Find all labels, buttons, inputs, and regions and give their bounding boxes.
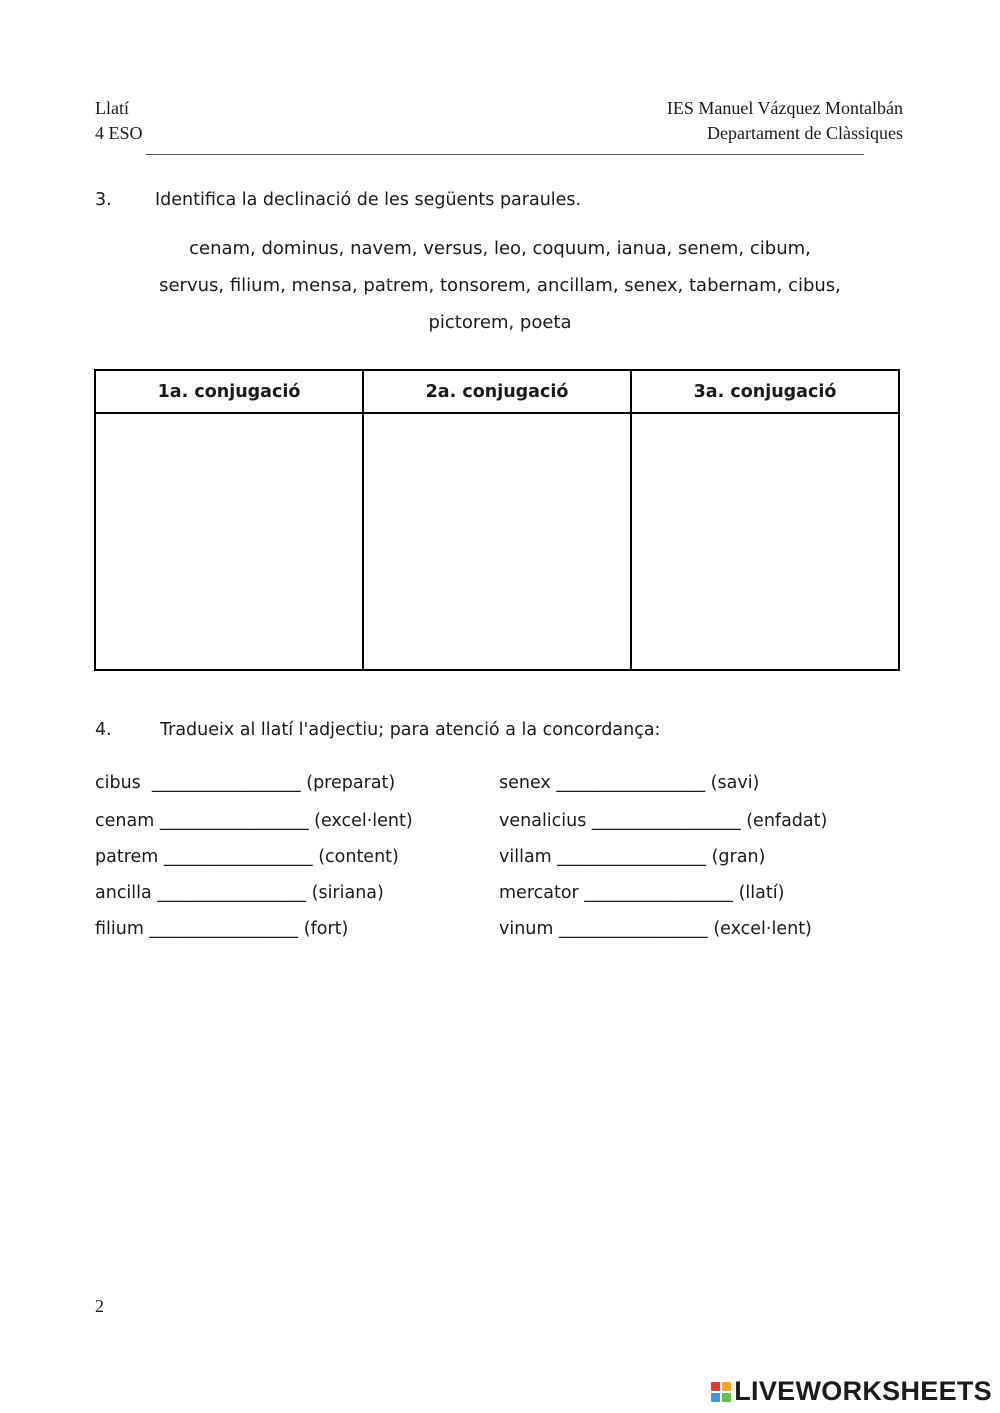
exercise-item[interactable]: cibus _________________ (preparat) xyxy=(95,773,396,793)
exercise-item[interactable]: filium _________________ (fort) xyxy=(95,919,349,939)
word-list-line: servus, filium, mensa, patrem, tonsorem, ancillam, senex, tabernam, cibus, xyxy=(159,275,841,296)
exercise3-number: 3. xyxy=(95,190,112,210)
exercise-item[interactable]: patrem _________________ (content) xyxy=(95,847,399,867)
word-list xyxy=(95,230,905,341)
exercise-item[interactable]: venalicius _________________ (enfadat) xyxy=(499,811,828,831)
header-left xyxy=(95,96,143,146)
exercise4-number: 4. xyxy=(95,720,112,740)
logo-text: LIVEWORKSHEETS xyxy=(734,1376,992,1406)
column-header-third: 3a. conjugació xyxy=(631,370,899,413)
logo-square xyxy=(711,1382,720,1391)
column-header-first: 1a. conjugació xyxy=(95,370,363,413)
logo-square xyxy=(722,1382,731,1391)
exercise-item[interactable]: vinum _________________ (excel·lent) xyxy=(499,919,812,939)
header-right xyxy=(667,96,903,146)
logo-squares-icon xyxy=(711,1382,731,1402)
exercise-item[interactable]: mercator _________________ (llatí) xyxy=(499,883,785,903)
liveworksheets-logo[interactable] xyxy=(711,1376,992,1407)
exercise-item[interactable]: villam _________________ (gran) xyxy=(499,847,766,867)
course-label: 4 ESO xyxy=(95,123,143,143)
logo-square xyxy=(722,1393,731,1402)
answer-cell-second[interactable] xyxy=(363,413,631,670)
logo-square xyxy=(711,1393,720,1402)
exercise4-instruction: Tradueix al llatí l'adjectiu; para atenció a la concordança: xyxy=(160,720,661,740)
declension-table xyxy=(94,369,900,671)
exercise-item[interactable]: senex _________________ (savi) xyxy=(499,773,760,793)
school-name: IES Manuel Vázquez Montalbán xyxy=(666,98,903,118)
exercise3-instruction: Identifica la declinació de les següents paraules. xyxy=(155,190,582,210)
word-list-line: pictorem, poeta xyxy=(428,312,572,333)
column-header-second: 2a. conjugació xyxy=(363,370,631,413)
exercise-item[interactable]: ancilla _________________ (siriana) xyxy=(95,883,384,903)
answer-cell-first[interactable] xyxy=(95,413,363,670)
word-list-line: cenam, dominus, navem, versus, leo, coquum, ianua, senem, cibum, xyxy=(189,238,811,259)
subject-label: Llatí xyxy=(95,98,129,118)
page-number: 2 xyxy=(95,1296,104,1316)
department-name: Departament de Clàssiques xyxy=(707,123,903,143)
answer-cell-third[interactable] xyxy=(631,413,899,670)
exercise-item[interactable]: cenam _________________ (excel·lent) xyxy=(95,811,413,831)
header-divider xyxy=(146,154,864,155)
